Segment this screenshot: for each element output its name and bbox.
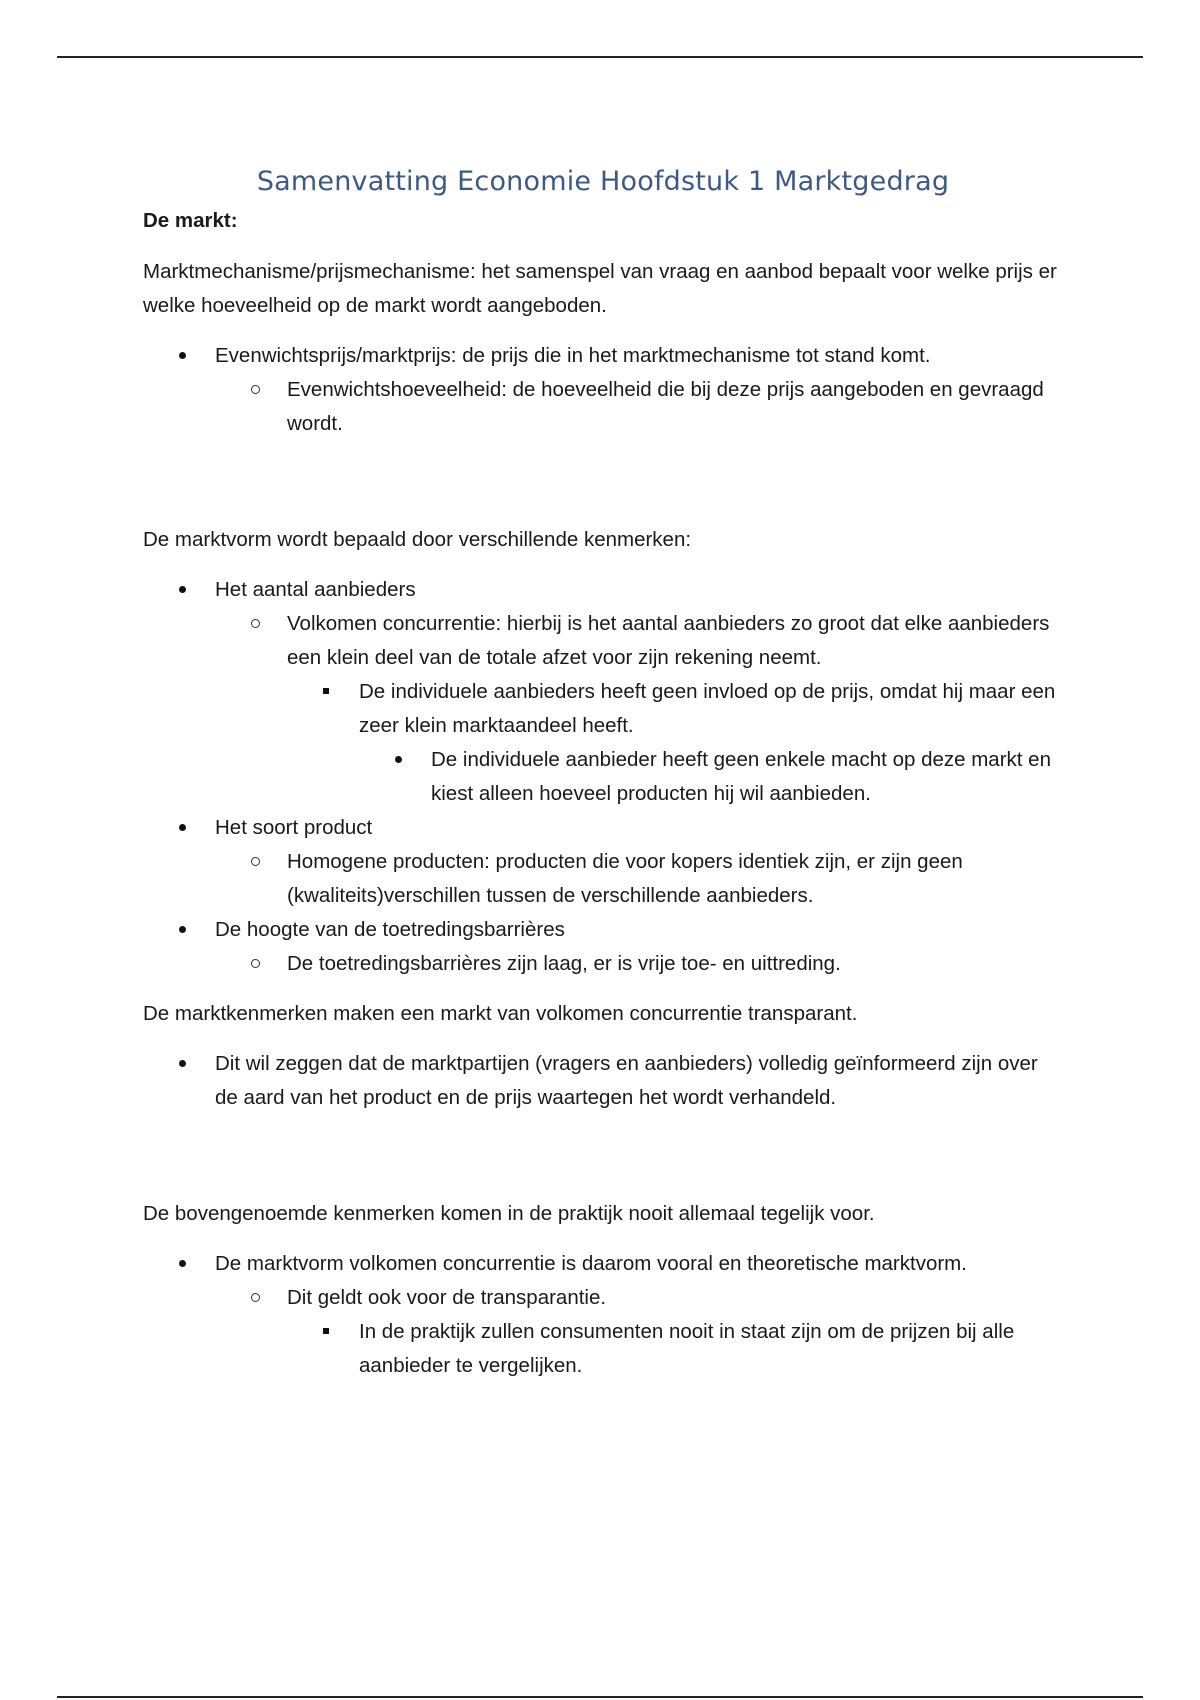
bullet-icon <box>395 743 402 777</box>
circle-bullet-icon <box>251 607 260 641</box>
bottom-rule <box>57 1696 1143 1698</box>
list-item: Volkomen concurrentie: hierbij is het aantal aanbieders zo groot dat elke aanbieders een klein deel van de totale afzet voor zijn rekening neemt. <box>143 607 1063 675</box>
document-page <box>143 160 1063 1399</box>
paragraph: De marktkenmerken maken een markt van volkomen concurrentie transparant. <box>143 1002 858 1025</box>
circle-bullet-icon <box>251 1281 260 1315</box>
list-item: Het aantal aanbieders <box>143 573 1063 607</box>
list-item: De individuele aanbieder heeft geen enkele macht op deze markt en kiest alleen hoeveel producten hij wil aanbieden. <box>143 743 1063 811</box>
bullet-icon <box>179 573 186 607</box>
list-item: Homogene producten: producten die voor kopers identiek zijn, er zijn geen (kwaliteits)verschillen tussen de verschillende aanbieders. <box>143 845 1063 913</box>
list-item: Dit geldt ook voor de transparantie. <box>143 1281 1063 1315</box>
circle-bullet-icon <box>251 845 260 879</box>
bullet-icon <box>179 339 186 373</box>
bullet-icon <box>179 811 186 845</box>
list-item: De marktvorm volkomen concurrentie is daarom vooral en theoretische marktvorm. <box>143 1247 1063 1281</box>
circle-bullet-icon <box>251 947 260 981</box>
bullet-icon <box>179 1247 186 1281</box>
paragraph: Marktmechanisme/prijsmechanisme: het samenspel van vraag en aanbod bepaalt voor welke prijs er welke hoeveelheid op de markt wordt aangeboden. <box>143 260 1057 317</box>
list-item: Evenwichtshoeveelheid: de hoeveelheid die bij deze prijs aangeboden en gevraagd wordt. <box>143 373 1063 441</box>
paragraph: De bovengenoemde kenmerken komen in de praktijk nooit allemaal tegelijk voor. <box>143 1202 875 1225</box>
bullet-list <box>143 1247 1063 1383</box>
bullet-icon <box>179 1047 186 1081</box>
list-item: De hoogte van de toetredingsbarrières <box>143 913 1063 947</box>
circle-bullet-icon <box>251 373 260 407</box>
list-item: De toetredingsbarrières zijn laag, er is vrije toe- en uittreding. <box>143 947 1063 981</box>
list-item: Het soort product <box>143 811 1063 845</box>
list-item: Evenwichtsprijs/marktprijs: de prijs die in het marktmechanisme tot stand komt. <box>143 339 1063 373</box>
bullet-list <box>143 339 1063 441</box>
list-item: De individuele aanbieders heeft geen invloed op de prijs, omdat hij maar een zeer klein marktaandeel heeft. <box>143 675 1063 743</box>
bullet-list <box>143 573 1063 981</box>
spacer <box>143 1131 1063 1197</box>
bullet-list <box>143 1047 1063 1115</box>
list-item: Dit wil zeggen dat de marktpartijen (vragers en aanbieders) volledig geïnformeerd zijn over de aard van het product en de prijs waartegen het wordt verhandeld. <box>143 1047 1063 1115</box>
top-rule <box>57 56 1143 58</box>
paragraph: De marktvorm wordt bepaald door verschillende kenmerken: <box>143 528 692 551</box>
document-title: Samenvatting Economie Hoofdstuk 1 Marktgedrag <box>256 166 950 197</box>
list-item: In de praktijk zullen consumenten nooit in staat zijn om de prijzen bij alle aanbieder te vergelijken. <box>143 1315 1063 1383</box>
square-bullet-icon <box>323 675 329 709</box>
section-heading: De markt: <box>143 209 238 232</box>
square-bullet-icon <box>323 1315 329 1349</box>
bullet-icon <box>179 913 186 947</box>
spacer <box>143 457 1063 523</box>
